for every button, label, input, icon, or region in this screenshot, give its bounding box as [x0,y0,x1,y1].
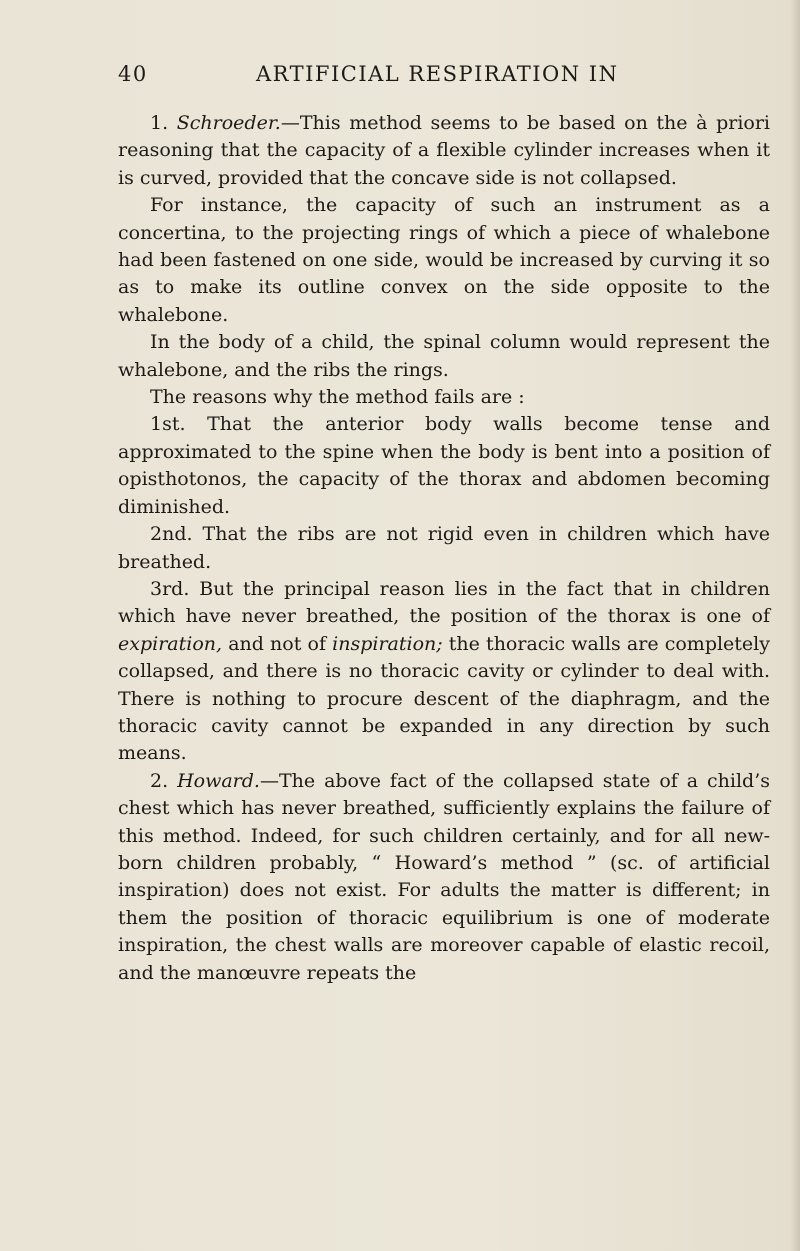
paragraph-text: —The above fact of the collapsed state of a child’s chest which has never breathed, sufficiently explains the failure of this method. Indeed, for such children certainly, and for all new-born children probably, “ Howard’s method ” (sc. of artificial inspiration) does not exist. For adults the matter is different; in them the position of thoracic equilibrium is one of moderate inspiration, the chest walls are moreover capable of elastic recoil, and the manœuvre repeats the [118,769,770,984]
paragraph-text: the thoracic walls are completely collapsed, and there is no thoracic cavity or cylinder to deal with. There is nothing to procure descent of the diaphragm, and the thoracic cavity cannot be expanded in any direction by such means. [118,632,770,765]
method-name: Howard. [177,769,260,792]
paragraph: For instance, the capacity of such an instrument as a concertina, to the projecting rings of which a piece of whalebone had been fastened on one side, would be increased by curving it so as to make its outline convex on the side opposite to the whalebone. [118,194,770,326]
emphasis: inspiration; [332,632,443,655]
section-number: 2. [150,769,178,792]
running-header [118,56,718,96]
paragraph-text: and not of [222,632,333,655]
paragraph-reason-1: 1st. That the anterior body walls become tense and approximated to the spine when the body is bent into a position of opisthotonos, the capacity of the thorax and abdomen becoming diminished. [118,413,770,518]
running-title: ARTIFICIAL RESPIRATION IN [256,62,619,86]
paragraph-schroeder [118,110,770,192]
paragraph: In the body of a child, the spinal column would represent the whalebone, and the ribs the rings. [118,331,770,381]
paragraph-howard [118,768,770,987]
page-edge-shadow [790,0,800,1251]
paragraph: The reasons why the method fails are : [150,386,525,409]
page-number: 40 [118,62,148,86]
paragraph-text: —This method seems to be based on the à priori reasoning that the capacity of a flexible cylinder increases when it is curved, provided that the concave side is not collapsed. [118,112,770,189]
body-text [118,110,770,987]
section-number: 1. [150,112,177,134]
paragraph-text: 3rd. But the principal reason lies in the fact that in children which have never breathed, the position of the thorax is one of [118,577,770,628]
emphasis: expiration, [118,632,223,655]
paragraph-reason-2: 2nd. That the ribs are not rigid even in children which have breathed. [118,523,770,573]
paragraph-reason-3 [118,576,770,768]
method-name: Schroeder. [176,112,281,134]
